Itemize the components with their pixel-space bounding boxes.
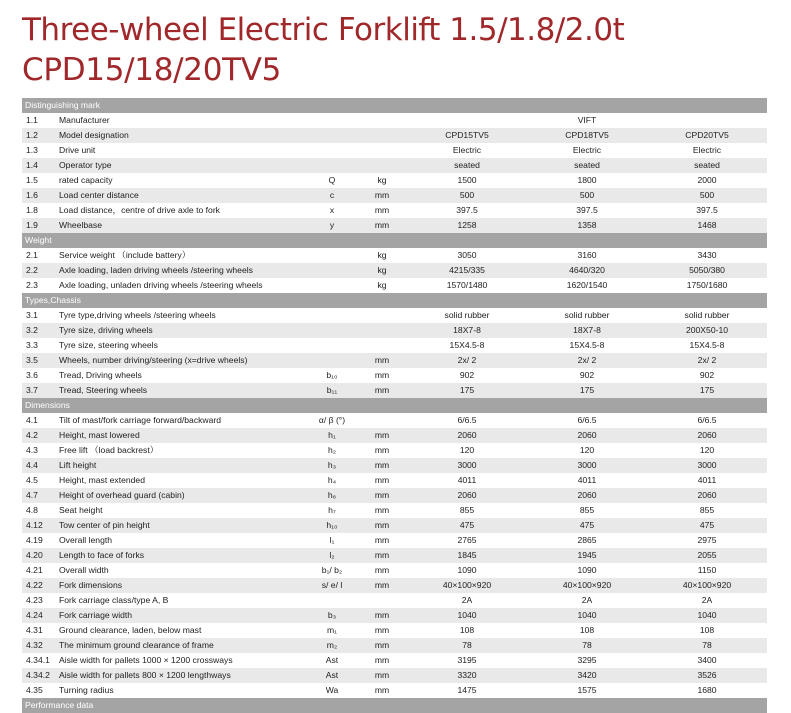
- spec-symbol: l₂: [329, 550, 335, 560]
- spec-unit: mm: [374, 505, 390, 515]
- spec-value-cpd20: CPD20TV5: [685, 130, 729, 140]
- spec-description: Seat height: [59, 505, 103, 515]
- spec-value-cpd20: 4011: [697, 475, 717, 485]
- table-row: [22, 413, 767, 428]
- spec-value-cpd15: 1570/1480: [446, 280, 488, 290]
- spec-symbol: b₁/ b₂: [321, 565, 343, 575]
- table-row: [22, 338, 767, 353]
- spec-value-cpd18: solid rubber: [564, 310, 610, 320]
- spec-unit: mm: [374, 460, 390, 470]
- spec-symbol: m₁: [326, 625, 338, 635]
- spec-description: Height, mast extended: [59, 475, 145, 485]
- spec-value-cpd15: 1475: [457, 685, 477, 695]
- spec-number: 4.20: [26, 550, 43, 560]
- spec-number: 4.3: [26, 445, 38, 455]
- spec-value-cpd15: 1500: [457, 175, 477, 185]
- spec-value-cpd15: 40×100×920: [442, 580, 492, 590]
- spec-description: Tyre type,driving wheels /steering wheels: [59, 310, 216, 320]
- spec-value-cpd20: solid rubber: [684, 310, 730, 320]
- spec-number: 1.6: [26, 190, 38, 200]
- model-subtitle: CPD15/18/20TV5: [22, 52, 282, 88]
- spec-value-cpd18: 3160: [577, 250, 597, 260]
- spec-number: 4.1: [26, 415, 38, 425]
- spec-symbol: b₁₀: [326, 370, 338, 380]
- section-header: [22, 293, 767, 308]
- table-row: [22, 128, 767, 143]
- spec-description: Load center distance: [59, 190, 139, 200]
- spec-value-cpd15: 1090: [457, 565, 477, 575]
- section-title: Types,Chassis: [25, 295, 81, 305]
- spec-number: 2.3: [26, 280, 38, 290]
- spec-value-cpd18: CPD18TV5: [565, 130, 609, 140]
- spec-unit: mm: [374, 430, 390, 440]
- spec-value-cpd15: 500: [459, 190, 475, 200]
- spec-value-cpd20: 2060: [697, 490, 717, 500]
- spec-symbol: c: [329, 190, 335, 200]
- table-row: [22, 593, 767, 608]
- spec-description: Fork dimensions: [59, 580, 123, 590]
- spec-value-cpd15: seated: [454, 160, 480, 170]
- spec-value-cpd20: seated: [694, 160, 720, 170]
- spec-unit: mm: [374, 355, 390, 365]
- section-title: Performance data: [25, 700, 94, 710]
- spec-number: 1.9: [26, 220, 38, 230]
- spec-value-cpd20: 2A: [701, 595, 713, 605]
- spec-value-cpd15: 175: [459, 385, 475, 395]
- spec-description: Height of overhead guard (cabin): [59, 490, 185, 500]
- spec-unit: mm: [374, 580, 390, 590]
- spec-unit: mm: [374, 685, 390, 695]
- spec-value-cpd18: 2x/ 2: [577, 355, 597, 365]
- spec-value-cpd15: 120: [459, 445, 475, 455]
- table-row: [22, 428, 767, 443]
- spec-number: 4.35: [26, 685, 43, 695]
- spec-unit: mm: [374, 610, 390, 620]
- spec-value-cpd18: Electric: [572, 145, 602, 155]
- spec-unit: mm: [374, 535, 390, 545]
- spec-value-cpd18: 902: [579, 370, 595, 380]
- spec-unit: kg: [377, 250, 387, 260]
- spec-unit: mm: [374, 205, 390, 215]
- spec-description: Operator type: [59, 160, 112, 170]
- spec-description: Manufacturer: [59, 115, 110, 125]
- spec-number: 1.4: [26, 160, 38, 170]
- spec-value-cpd20: 3430: [697, 250, 717, 260]
- spec-value-cpd20: 6/6.5: [697, 415, 717, 425]
- spec-unit: mm: [374, 625, 390, 635]
- spec-number: 3.2: [26, 325, 38, 335]
- spec-value-cpd18: 855: [579, 505, 595, 515]
- spec-value-cpd18: 18X7-8: [573, 325, 601, 335]
- spec-symbol: h₆: [327, 490, 337, 500]
- spec-value-cpd20: 397.5: [696, 205, 718, 215]
- table-row: [22, 458, 767, 473]
- spec-description: Model designation: [59, 130, 129, 140]
- spec-value-cpd15: 2x/ 2: [457, 355, 477, 365]
- spec-symbol: h₇: [328, 505, 336, 515]
- spec-value-cpd15: 15X4.5-8: [449, 340, 485, 350]
- spec-description: Length to face of forks: [59, 550, 145, 560]
- spec-value-cpd15: 855: [459, 505, 475, 515]
- spec-value-cpd18: 120: [579, 445, 595, 455]
- spec-symbol: h₃: [327, 460, 337, 470]
- table-row: [22, 278, 767, 293]
- table-row: [22, 668, 767, 683]
- spec-symbol: Q: [328, 175, 336, 185]
- spec-number: 4.24: [26, 610, 43, 620]
- table-row: [22, 368, 767, 383]
- table-row: [22, 203, 767, 218]
- spec-value-cpd18: 15X4.5-8: [569, 340, 605, 350]
- table-row: [22, 518, 767, 533]
- table-row: [22, 308, 767, 323]
- spec-number: 1.2: [26, 130, 38, 140]
- spec-value-cpd18: 2865: [577, 535, 597, 545]
- spec-value-cpd18: 2060: [577, 430, 597, 440]
- spec-value-cpd20: 3000: [697, 460, 717, 470]
- table-row: [22, 218, 767, 233]
- spec-symbol: l₁: [329, 535, 335, 545]
- spec-value-cpd20: 902: [699, 370, 715, 380]
- table-row: [22, 188, 767, 203]
- spec-value-cpd18: 1358: [577, 220, 597, 230]
- spec-value-cpd20: 78: [702, 640, 712, 650]
- spec-number: 2.2: [26, 265, 38, 275]
- spec-number: 4.34.2: [26, 670, 50, 680]
- spec-value-cpd15: 78: [462, 640, 472, 650]
- spec-value-cpd18: VIFT: [577, 115, 597, 125]
- spec-value-cpd18: 6/6.5: [577, 415, 597, 425]
- spec-value-cpd20: 40×100×920: [682, 580, 732, 590]
- spec-unit: kg: [377, 265, 387, 275]
- spec-number: 4.23: [26, 595, 43, 605]
- spec-value-cpd18: 108: [579, 625, 595, 635]
- spec-value-cpd18: 3295: [577, 655, 597, 665]
- spec-symbol: b₁₁: [326, 385, 338, 395]
- table-row: [22, 578, 767, 593]
- spec-number: 3.3: [26, 340, 38, 350]
- spec-number: 4.34.1: [26, 655, 50, 665]
- spec-value-cpd20: 200X50-10: [685, 325, 729, 335]
- table-row: [22, 248, 767, 263]
- spec-number: 3.1: [26, 310, 38, 320]
- table-row: [22, 263, 767, 278]
- spec-value-cpd18: 1090: [577, 565, 597, 575]
- spec-description: Fork carriage width: [59, 610, 133, 620]
- spec-symbol: s/ e/ l: [321, 580, 343, 590]
- table-row: [22, 683, 767, 698]
- spec-number: 3.5: [26, 355, 38, 365]
- spec-unit: mm: [374, 565, 390, 575]
- spec-number: 3.7: [26, 385, 38, 395]
- spec-description: Tread, Steering wheels: [59, 385, 148, 395]
- spec-value-cpd15: 2060: [457, 490, 477, 500]
- table-row: [22, 563, 767, 578]
- spec-value-cpd15: 397.5: [456, 205, 478, 215]
- spec-value-cpd15: Electric: [452, 145, 482, 155]
- spec-unit: mm: [374, 550, 390, 560]
- spec-value-cpd20: 5050/380: [689, 265, 725, 275]
- spec-description: Overall length: [59, 535, 113, 545]
- spec-number: 4.21: [26, 565, 43, 575]
- spec-value-cpd15: 108: [459, 625, 475, 635]
- section-title: Dimensions: [25, 400, 70, 410]
- spec-value-cpd15: 475: [459, 520, 475, 530]
- spec-value-cpd18: 1945: [577, 550, 597, 560]
- spec-value-cpd18: 500: [579, 190, 595, 200]
- spec-description: Service weight （include battery）: [59, 250, 191, 260]
- spec-number: 4.32: [26, 640, 43, 650]
- spec-description: Ground clearance, laden, below mast: [59, 625, 202, 635]
- spec-unit: mm: [374, 640, 390, 650]
- spec-symbol: b₃: [327, 610, 337, 620]
- spec-value-cpd18: 1800: [577, 175, 597, 185]
- spec-description: Axle loading, laden driving wheels /steering wheels: [59, 265, 253, 275]
- table-row: [22, 608, 767, 623]
- spec-value-cpd20: 1150: [697, 565, 717, 575]
- table-row: [22, 143, 767, 158]
- section-header: [22, 98, 767, 113]
- spec-value-cpd18: 2A: [581, 595, 593, 605]
- spec-number: 2.1: [26, 250, 38, 260]
- spec-value-cpd18: 175: [579, 385, 595, 395]
- spec-number: 4.31: [26, 625, 43, 635]
- spec-value-cpd15: 6/6.5: [457, 415, 477, 425]
- spec-value-cpd20: 1040: [697, 610, 717, 620]
- spec-table: [22, 98, 767, 713]
- spec-description: Wheels, number driving/steering (x=drive wheels): [59, 355, 248, 365]
- spec-unit: mm: [374, 220, 390, 230]
- spec-description: Free lift （load backrest）: [59, 445, 159, 455]
- spec-symbol: h₁₀: [326, 520, 338, 530]
- spec-value-cpd20: 1680: [697, 685, 717, 695]
- spec-unit: kg: [377, 280, 387, 290]
- spec-value-cpd15: 3050: [457, 250, 477, 260]
- section-header: [22, 398, 767, 413]
- spec-description: Turning radius: [59, 685, 114, 695]
- table-row: [22, 113, 767, 128]
- table-row: [22, 353, 767, 368]
- table-row: [22, 488, 767, 503]
- spec-symbol: Ast: [325, 670, 339, 680]
- spec-description: Drive unit: [59, 145, 96, 155]
- spec-value-cpd20: Electric: [692, 145, 722, 155]
- spec-value-cpd20: 2975: [697, 535, 717, 545]
- spec-value-cpd18: 78: [582, 640, 592, 650]
- spec-number: 4.4: [26, 460, 38, 470]
- spec-value-cpd20: 2000: [697, 175, 717, 185]
- spec-description: Load distance，centre of drive axle to fork: [59, 205, 220, 215]
- table-row: [22, 503, 767, 518]
- spec-description: Axle loading, unladen driving wheels /steering wheels: [59, 280, 263, 290]
- spec-value-cpd15: 18X7-8: [453, 325, 481, 335]
- spec-value-cpd15: 902: [459, 370, 475, 380]
- spec-unit: mm: [374, 490, 390, 500]
- spec-description: Lift height: [59, 460, 97, 470]
- spec-value-cpd20: 855: [699, 505, 715, 515]
- table-row: [22, 323, 767, 338]
- spec-value-cpd18: 40×100×920: [562, 580, 612, 590]
- spec-symbol: m₂: [326, 640, 338, 650]
- spec-number: 4.2: [26, 430, 38, 440]
- spec-value-cpd20: 1468: [697, 220, 717, 230]
- spec-unit: mm: [374, 655, 390, 665]
- spec-number: 4.19: [26, 535, 43, 545]
- spec-description: Tyre size, steering wheels: [59, 340, 158, 350]
- spec-value-cpd15: 1040: [457, 610, 477, 620]
- spec-value-cpd18: 1575: [577, 685, 597, 695]
- spec-symbol: Wa: [325, 685, 339, 695]
- table-row: [22, 533, 767, 548]
- spec-description: The minimum ground clearance of frame: [59, 640, 214, 650]
- spec-value-cpd15: 4215/335: [449, 265, 485, 275]
- spec-number: 1.1: [26, 115, 38, 125]
- spec-value-cpd15: 4011: [457, 475, 477, 485]
- spec-value-cpd20: 2055: [697, 550, 717, 560]
- table-row: [22, 623, 767, 638]
- spec-number: 4.7: [26, 490, 38, 500]
- spec-number: 4.12: [26, 520, 43, 530]
- table-row: [22, 548, 767, 563]
- spec-description: Aisle width for pallets 1000 × 1200 crossways: [59, 655, 233, 665]
- spec-symbol: h₂: [327, 445, 337, 455]
- spec-value-cpd18: 4640/320: [569, 265, 605, 275]
- spec-value-cpd20: 3526: [697, 670, 717, 680]
- spec-description: Tyre size, driving wheels: [59, 325, 153, 335]
- section-header: [22, 233, 767, 248]
- spec-value-cpd15: 1845: [457, 550, 477, 560]
- spec-unit: mm: [374, 190, 390, 200]
- spec-value-cpd15: 3195: [457, 655, 477, 665]
- spec-description: rated capacity: [59, 175, 113, 185]
- spec-number: 3.6: [26, 370, 38, 380]
- spec-unit: mm: [374, 475, 390, 485]
- spec-description: Wheelbase: [59, 220, 102, 230]
- spec-symbol: y: [329, 220, 335, 230]
- spec-value-cpd18: 1620/1540: [566, 280, 608, 290]
- spec-value-cpd20: 3400: [697, 655, 717, 665]
- spec-value-cpd15: CPD15TV5: [445, 130, 489, 140]
- spec-value-cpd15: 3000: [457, 460, 477, 470]
- spec-value-cpd20: 475: [699, 520, 715, 530]
- section-title: Weight: [25, 235, 52, 245]
- table-row: [22, 473, 767, 488]
- spec-value-cpd20: 2060: [697, 430, 717, 440]
- spec-description: Fork carriage class/type A, B: [59, 595, 169, 605]
- spec-value-cpd15: 2A: [461, 595, 473, 605]
- spec-description: Aisle width for pallets 800 × 1200 lengthways: [59, 670, 231, 680]
- spec-symbol: x: [329, 205, 335, 215]
- spec-unit: mm: [374, 670, 390, 680]
- spec-symbol: h₄: [327, 475, 337, 485]
- spec-value-cpd18: 397.5: [576, 205, 598, 215]
- spec-description: Height, mast lowered: [59, 430, 140, 440]
- table-row: [22, 638, 767, 653]
- spec-value-cpd20: 15X4.5-8: [689, 340, 725, 350]
- spec-value-cpd15: 1258: [457, 220, 477, 230]
- spec-value-cpd18: 475: [579, 520, 595, 530]
- spec-value-cpd15: 3320: [457, 670, 477, 680]
- spec-unit: kg: [377, 175, 387, 185]
- section-header: [22, 698, 767, 713]
- table-row: [22, 443, 767, 458]
- spec-number: 1.5: [26, 175, 38, 185]
- spec-number: 4.5: [26, 475, 38, 485]
- spec-value-cpd18: 4011: [577, 475, 597, 485]
- table-row: [22, 383, 767, 398]
- spec-unit: mm: [374, 370, 390, 380]
- spec-value-cpd18: 2060: [577, 490, 597, 500]
- spec-value-cpd20: 175: [699, 385, 715, 395]
- spec-value-cpd20: 1750/1680: [686, 280, 728, 290]
- spec-value-cpd20: 500: [699, 190, 715, 200]
- spec-number: 4.22: [26, 580, 43, 590]
- spec-description: Tilt of mast/fork carriage forward/backward: [59, 415, 222, 425]
- table-row: [22, 158, 767, 173]
- table-row: [22, 173, 767, 188]
- spec-description: Tow center of pin height: [59, 520, 150, 530]
- spec-unit: mm: [374, 445, 390, 455]
- spec-value-cpd15: 2060: [457, 430, 477, 440]
- spec-symbol: α/ β (°): [318, 415, 346, 425]
- spec-value-cpd20: 2x/ 2: [697, 355, 717, 365]
- spec-value-cpd18: 3420: [577, 670, 597, 680]
- spec-value-cpd18: 3000: [577, 460, 597, 470]
- spec-number: 4.8: [26, 505, 38, 515]
- section-title: Distinguishing mark: [25, 100, 100, 110]
- page-title: Three-wheel Electric Forklift 1.5/1.8/2.0t: [22, 12, 625, 48]
- spec-number: 1.8: [26, 205, 38, 215]
- spec-number: 1.3: [26, 145, 38, 155]
- spec-description: Overall width: [59, 565, 109, 575]
- spec-symbol: h₁: [328, 430, 336, 440]
- spec-value-cpd18: seated: [574, 160, 600, 170]
- spec-value-cpd20: 108: [699, 625, 715, 635]
- spec-value-cpd20: 120: [699, 445, 715, 455]
- spec-value-cpd15: 2765: [457, 535, 477, 545]
- spec-unit: mm: [374, 385, 390, 395]
- spec-unit: mm: [374, 520, 390, 530]
- spec-value-cpd18: 1040: [577, 610, 597, 620]
- spec-description: Tread, Driving wheels: [59, 370, 142, 380]
- spec-value-cpd15: solid rubber: [444, 310, 490, 320]
- spec-symbol: Ast: [325, 655, 339, 665]
- table-row: [22, 653, 767, 668]
